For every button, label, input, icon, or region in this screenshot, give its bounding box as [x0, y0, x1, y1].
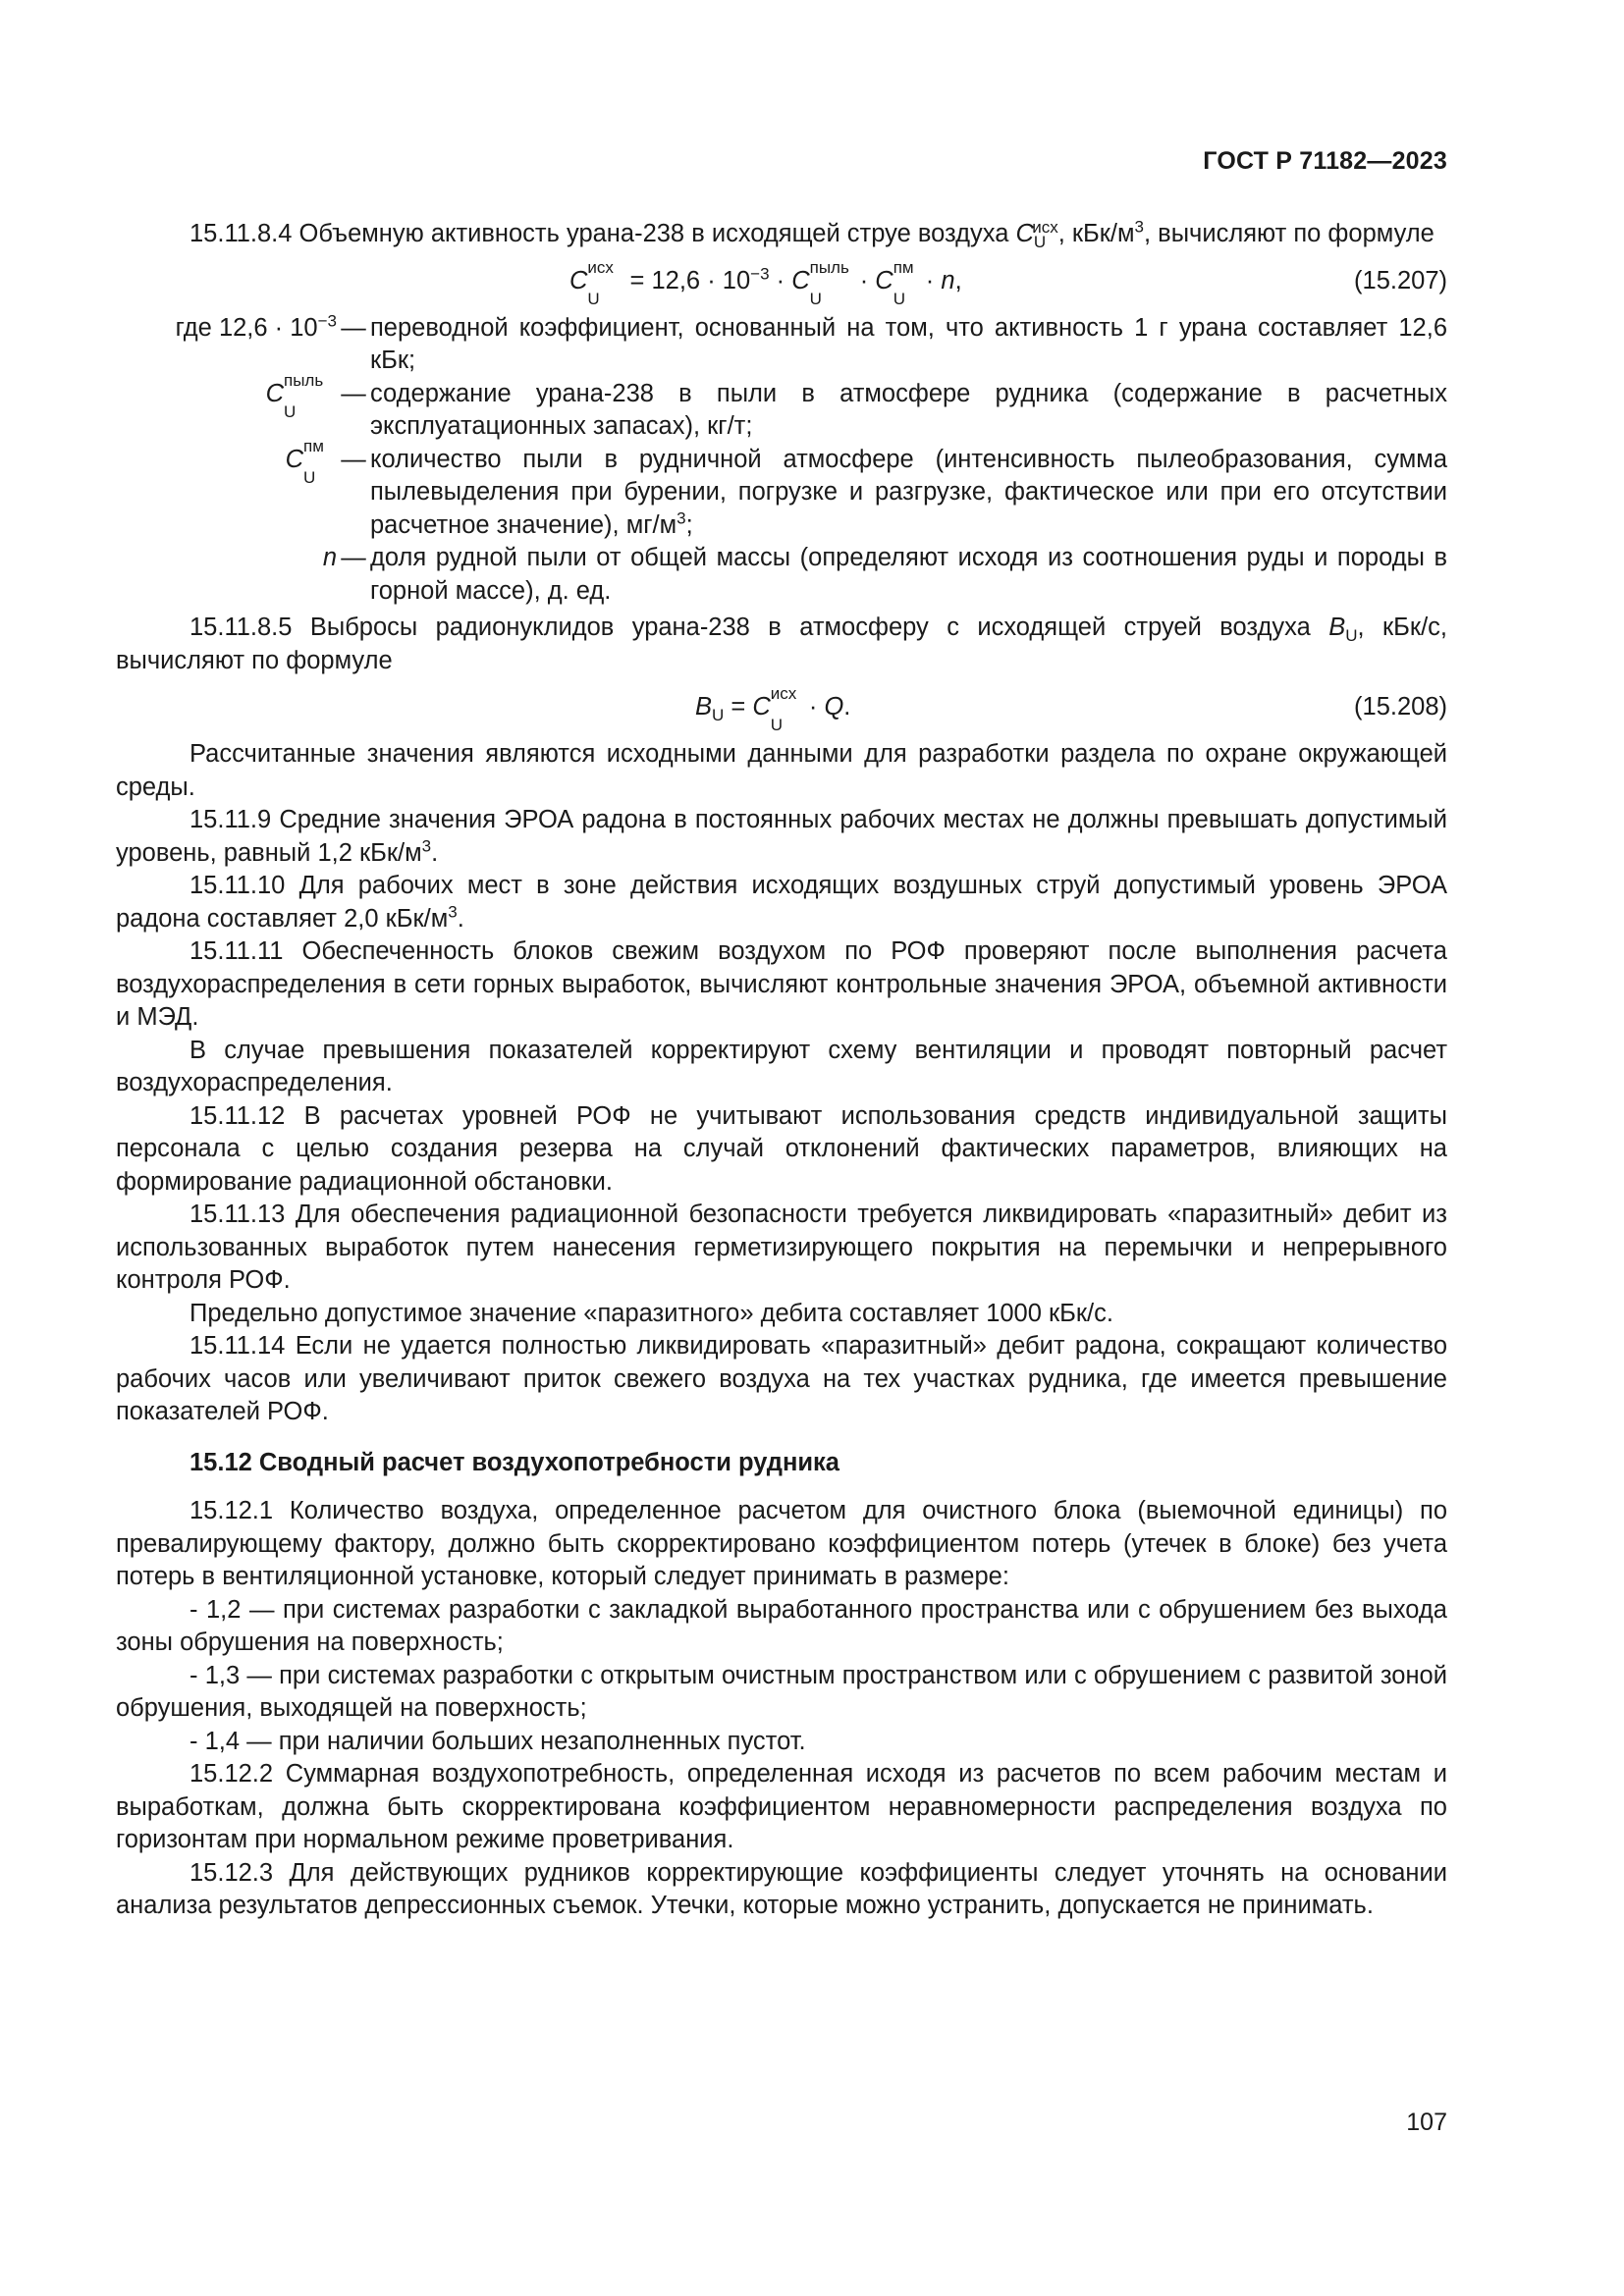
text: , [954, 266, 962, 294]
superscript: исх [770, 684, 797, 703]
text: · [769, 266, 792, 294]
paragraph-15-11-9 [116, 804, 1447, 870]
definition-item [116, 312, 1447, 378]
dash: — [341, 313, 366, 342]
dash: — [341, 445, 366, 473]
paragraph-15-12-1: 15.12.1 Количество воздуха, определенное расчетом для очистного блока (выемочной единицы) по превалирующему фактору, должно быть скорректировано коэффициентом потерь (утечек в блоке) без учета потерь в вентиляционной установке, который следует принимать в размере: [116, 1497, 1447, 1590]
definition-description: содержание урана-238 в пыли в атмосфере рудника (содержание в расчетных эксплуатационных запасах), кг/т; [370, 379, 1447, 440]
definition-description [370, 444, 1447, 543]
subscript: U [587, 289, 600, 308]
definition-description: переводной коэффициент, основанный на том, что активность 1 г урана составляет 12,6 кБк; [370, 313, 1447, 374]
subscript: U [712, 706, 725, 725]
symbol: C [752, 693, 771, 721]
superscript: 3 [448, 902, 458, 921]
subscript: U [1345, 626, 1358, 646]
definition-item [116, 436, 1447, 543]
text: 15.11.8.4 Объемную активность урана-238 в исходящей струе воздуха [189, 220, 1016, 247]
text: , вычисляют по формуле [1144, 220, 1435, 247]
definition-item [116, 370, 1447, 444]
symbol-c: C [1015, 220, 1034, 247]
definition-term [116, 542, 337, 608]
formula-15-207 [116, 257, 1447, 306]
text: . [843, 693, 851, 721]
superscript: 3 [1134, 217, 1145, 237]
paragraph: Рассчитанные значения являются исходными данными для разработки раздела по охране окружающей среды. [116, 740, 1447, 801]
text: . [431, 838, 439, 867]
symbol: B [695, 693, 713, 721]
definition-term [116, 312, 337, 378]
definitions-list [116, 312, 1447, 609]
text: 15.11.8.5 Выбросы радионуклидов урана-238 в атмосферу с исходящей струей воздуха [189, 614, 1329, 641]
superscript: пм [893, 257, 914, 277]
symbol-q: Q [824, 693, 844, 721]
symbol: C [265, 379, 284, 407]
paragraph: Предельно допустимое значение «паразитного» дебита составляет 1000 кБк/с. [189, 1299, 1113, 1327]
dash: — [341, 544, 366, 571]
text: количество пыли в рудничной атмосфере (интенсивность пылеобразования, сумма пылевыделения при бурении, погрузке и разгрузке, фактическое или при его отсутствии расчетное значение), мг/м [370, 445, 1447, 539]
page-content [116, 218, 1447, 1923]
paragraph-15-11-8-5 [116, 612, 1447, 677]
subscript: U [809, 289, 822, 308]
text: = [724, 693, 753, 721]
superscript: исх [587, 257, 614, 277]
definition-term [116, 436, 337, 543]
superscript: пыль [284, 370, 324, 390]
paragraph: В случае превышения показателей корректируют схему вентиляции и проводят повторный расчет воздухораспределения. [116, 1036, 1447, 1096]
dash: — [341, 379, 366, 407]
symbol-n: n [941, 266, 955, 294]
symbol: C [791, 266, 810, 294]
list-item: - 1,4 — при наличии больших незаполненных пустот. [189, 1727, 806, 1755]
subscript: U [893, 289, 905, 308]
subscript: U [770, 716, 784, 734]
text: · [801, 693, 825, 721]
paragraph-15-11-10 [116, 870, 1447, 935]
paragraph-15-11-11: 15.11.11 Обеспеченность блоков свежим воздухом по РОФ проверяют после выполнения расчета воздухораспределения в сети горных выработок, вычисляют контрольные значения ЭРОА, объемной активности и МЭД. [116, 937, 1447, 1031]
symbol-b: B [1328, 614, 1346, 641]
subscript: U [284, 401, 297, 421]
definition-item [116, 542, 1447, 608]
symbol: C [285, 445, 303, 473]
page-number: 107 [1406, 2109, 1447, 2136]
superscript: исх [1032, 217, 1058, 237]
equation-number: (15.208) [1354, 693, 1447, 721]
paragraph-15-11-12: 15.11.12 В расчетах уровней РОФ не учитывают использования средств индивидуальной защиты персонала с целью создания резерва на случай отклонений фактических параметров, влияющих на формирование радиационной обстановки. [116, 1101, 1447, 1196]
formula-expression [569, 257, 962, 308]
formula-15-208 [116, 683, 1447, 732]
text: 15.11.9 Средние значения ЭРОА радона в постоянных рабочих местах не должны превышать допустимый уровень, равный 1,2 кБк/м [116, 806, 1447, 867]
text: · [852, 266, 876, 294]
text: · [918, 266, 942, 294]
paragraph-15-12-3: 15.12.3 Для действующих рудников корректирующие коэффициенты следует уточнять на основании анализа результатов депрессионных съемок. Утечки, которые можно устранить, допускается не принимать. [116, 1858, 1447, 1919]
text: 15.11.10 Для рабочих мест в зоне действия исходящих воздушных струй допустимый уровень ЭРОА радона составляет 2,0 кБк/м [116, 872, 1447, 933]
definition-term [116, 370, 337, 444]
superscript: пыль [809, 257, 849, 277]
text: . [457, 904, 464, 933]
paragraph-15-12-2: 15.12.2 Суммарная воздухопотребность, определенная исходя из расчетов по всем рабочим местам и выработкам, должна быть скорректирована коэффициентом неравномерности распределения воздуха по горизонтам при нормальном режиме проветривания. [116, 1760, 1447, 1853]
superscript: 3 [421, 836, 432, 855]
standard-code-header: ГОСТ Р 71182—2023 [1203, 147, 1447, 175]
paragraph-15-11-8-4 [116, 218, 1447, 251]
text: где 12,6 · 10 [175, 313, 318, 342]
subscript: U [1033, 233, 1047, 252]
paragraph-15-11-14: 15.11.14 Если не удается полностью ликвидировать «паразитный» дебит радона, сокращают количество рабочих часов или увеличивают приток свежего воздуха на тех участках рудника, где имеется превышение показателей РОФ. [116, 1332, 1447, 1425]
symbol: C [569, 266, 588, 294]
section-heading-15-12: 15.12 Сводный расчет воздухопотребности рудника [189, 1448, 839, 1476]
text: = 12,6 · 10 [623, 266, 751, 294]
subscript: U [303, 467, 316, 487]
superscript: 3 [677, 508, 686, 527]
text: ; [685, 510, 693, 539]
symbol-n: n [322, 544, 337, 571]
symbol: C [875, 266, 893, 294]
superscript: пм [303, 436, 324, 455]
text: , кБк/с, вычисляют по формуле [116, 614, 1447, 674]
equation-number: (15.207) [1354, 266, 1447, 294]
definition-description: доля рудной пыли от общей массы (определяют исходя из соотношения руды и породы в горной массе), д. ед. [370, 544, 1447, 605]
exponent: −3 [750, 264, 770, 283]
text: , кБк/м [1057, 220, 1135, 247]
paragraph-15-11-13: 15.11.13 Для обеспечения радиационной безопасности требуется ликвидировать «паразитный» дебит из использованных выработок путем нанесения герметизирующего покрытия на перемычки и непрерывного контроля РОФ. [116, 1201, 1447, 1294]
exponent: −3 [317, 311, 337, 330]
formula-expression [695, 684, 851, 734]
list-item: - 1,3 — при системах разработки с открытым очистным пространством или с обрушением с развитой зоной обрушения, выходящей на поверхность; [116, 1661, 1447, 1722]
list-item: - 1,2 — при системах разработки с закладкой выработанного пространства или с обрушением без выхода зоны обрушения на поверхность; [116, 1595, 1447, 1656]
